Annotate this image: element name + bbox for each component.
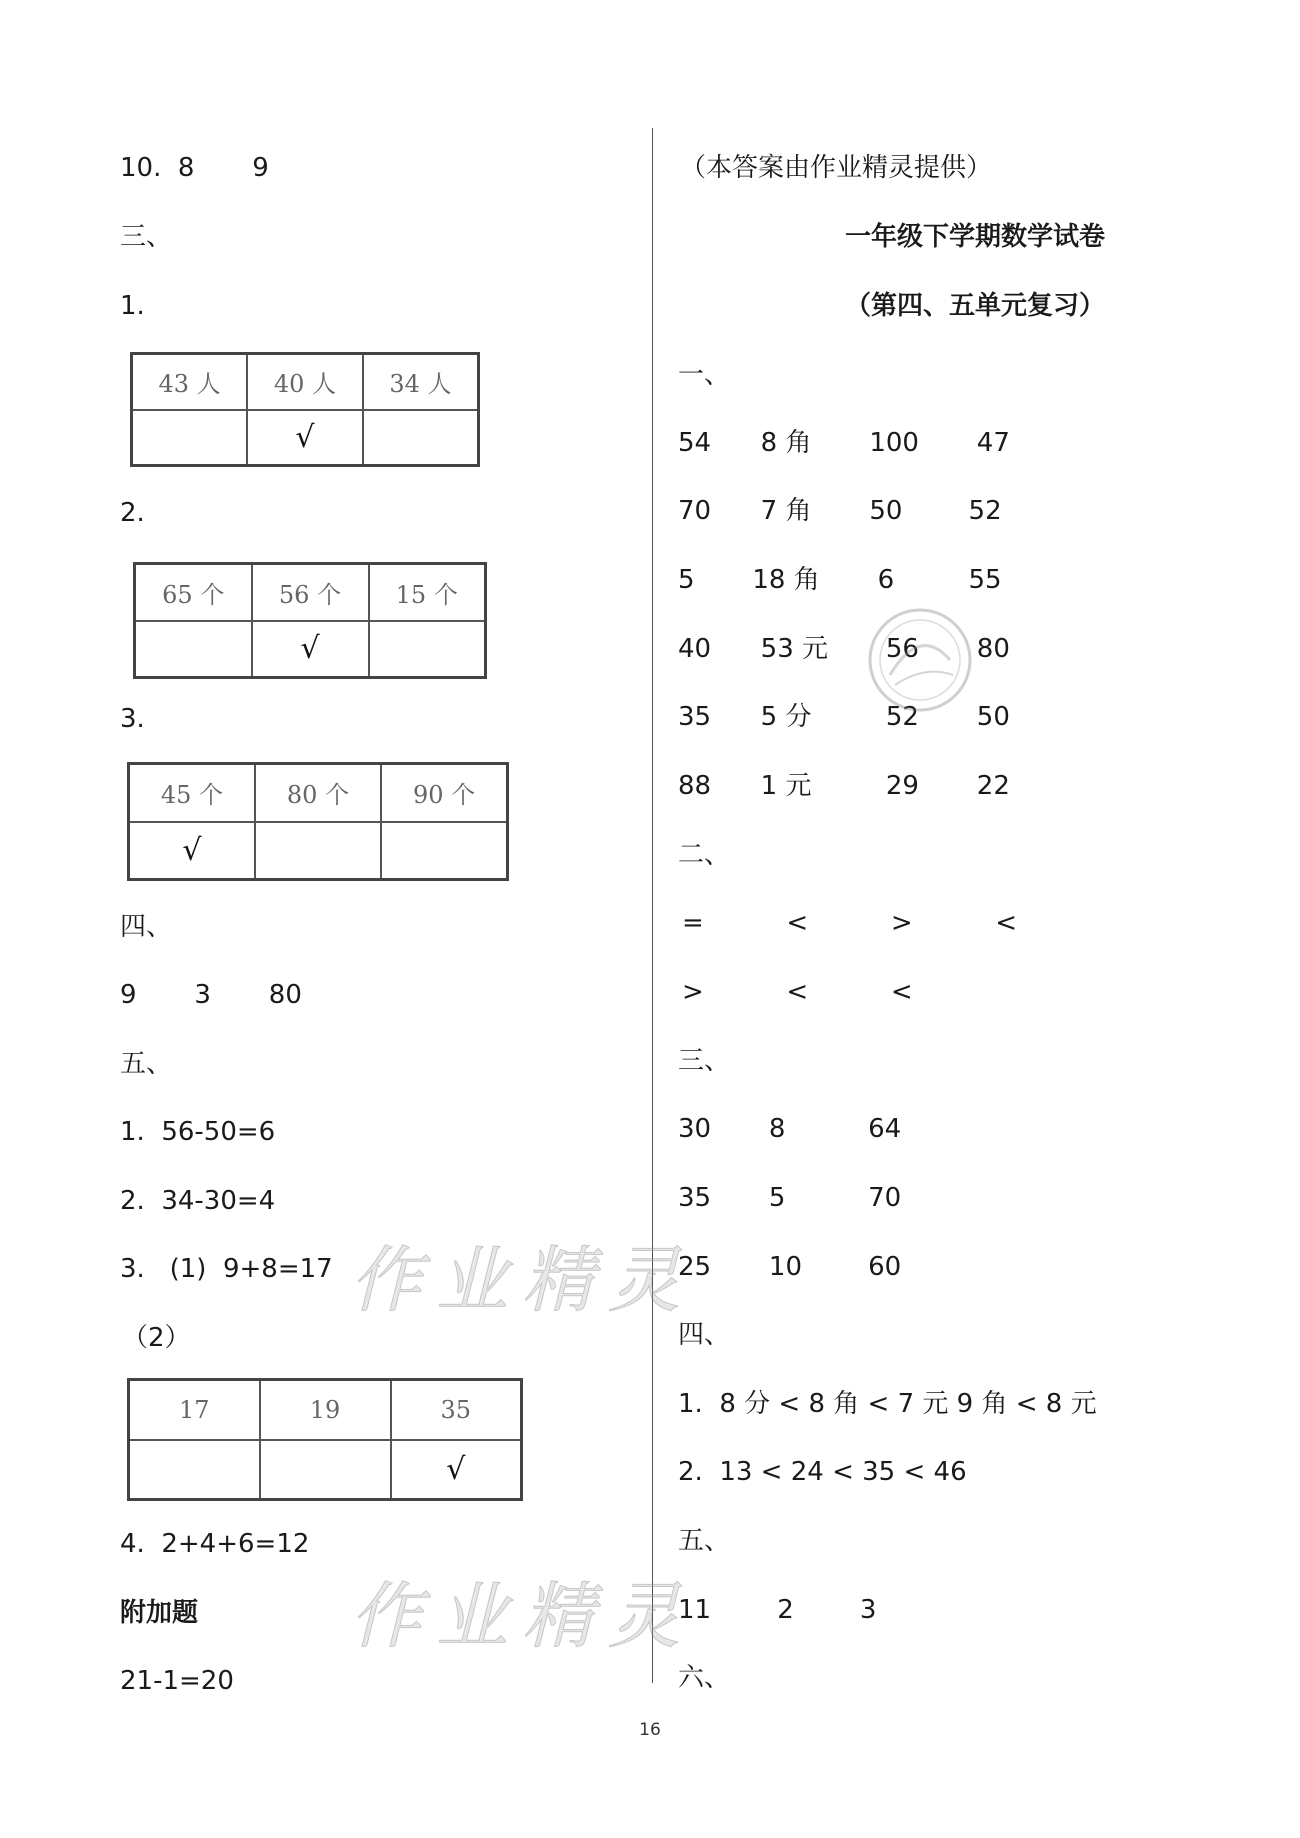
- table-cell: 80 个: [255, 764, 381, 822]
- right-line-16: 2. 13 < 24 < 35 < 46: [678, 1457, 967, 1487]
- stamp-icon: [865, 605, 975, 715]
- page-number: 16: [639, 1720, 661, 1740]
- right-line-8: = < > <: [682, 908, 1018, 938]
- left-line-2: 1.: [120, 291, 145, 321]
- page-title: 一年级下学期数学试卷: [844, 222, 1105, 252]
- watermark: 作业精灵: [350, 1238, 695, 1322]
- left-line-8: 1. 56-50=6: [120, 1117, 276, 1147]
- table-cell: 45 个: [129, 764, 255, 822]
- right-line-11: 30 8 64: [678, 1114, 902, 1144]
- right-line-2: 70 7 角 50 52: [678, 496, 1002, 526]
- table-cell: [255, 822, 381, 880]
- table-cell: 19: [260, 1380, 391, 1440]
- answer-table-4: [127, 1378, 523, 1501]
- table-cell: [381, 822, 507, 880]
- right-line-4: 40 53 元 56 80: [678, 634, 1010, 664]
- table-cell: 35: [391, 1380, 522, 1440]
- left-line-5: 四、: [120, 912, 173, 942]
- watermark: 作业精灵: [350, 1574, 695, 1658]
- left-line-6: 9 3 80: [120, 980, 302, 1010]
- table-cell: 56 个: [252, 564, 369, 621]
- page-subtitle: （第四、五单元复习）: [844, 291, 1105, 321]
- table-cell: 90 个: [381, 764, 507, 822]
- table-cell: [135, 621, 252, 678]
- left-line-4: 3.: [120, 704, 145, 734]
- answer-table-1: [130, 352, 480, 467]
- left-line-14: 21-1=20: [120, 1666, 234, 1696]
- right-line-3: 5 18 角 6 55: [678, 565, 1002, 595]
- table-cell: [132, 410, 248, 466]
- table-cell: [129, 1440, 260, 1500]
- right-line-6: 88 1 元 29 22: [678, 771, 1010, 801]
- column-divider: [652, 128, 653, 1683]
- right-line-14: 四、: [678, 1320, 731, 1350]
- right-line-10: 三、: [678, 1046, 731, 1076]
- check-mark: √: [247, 410, 363, 466]
- left-line-9: 2. 34-30=4: [120, 1186, 276, 1216]
- table-cell: [260, 1440, 391, 1500]
- answer-table-3: [127, 762, 509, 881]
- left-line-1: 三、: [120, 222, 173, 252]
- check-mark: √: [391, 1440, 522, 1500]
- bonus-heading: 附加题: [120, 1598, 199, 1628]
- right-line-19: 六、: [678, 1663, 731, 1693]
- right-line-12: 35 5 70: [678, 1183, 902, 1213]
- source-note: （本答案由作业精灵提供）: [680, 153, 993, 183]
- right-line-15: 1. 8 分 < 8 角 < 7 元 9 角 < 8 元: [678, 1389, 1097, 1419]
- table-cell: 17: [129, 1380, 260, 1440]
- right-line-5: 35 5 分 52 50: [678, 702, 1010, 732]
- answer-table-2: [133, 562, 487, 679]
- right-line-13: 25 10 60: [678, 1252, 902, 1282]
- right-line-1: 54 8 角 100 47: [678, 428, 1010, 458]
- left-line-10: 3. (1) 9+8=17: [120, 1254, 333, 1284]
- table-cell: 65 个: [135, 564, 252, 621]
- table-cell: 34 人: [363, 354, 479, 410]
- table-cell: [363, 410, 479, 466]
- left-line-3: 2.: [120, 498, 145, 528]
- table-cell: 15 个: [369, 564, 486, 621]
- left-line-11: （2）: [122, 1323, 191, 1353]
- check-mark: √: [129, 822, 255, 880]
- left-line-0: 10. 8 9: [120, 153, 269, 183]
- left-line-12: 4. 2+4+6=12: [120, 1529, 310, 1559]
- check-mark: √: [252, 621, 369, 678]
- table-cell: 43 人: [132, 354, 248, 410]
- right-line-9: > < <: [682, 977, 913, 1007]
- left-line-7: 五、: [120, 1049, 173, 1079]
- right-line-17: 五、: [678, 1526, 731, 1556]
- right-line-7: 二、: [678, 840, 731, 870]
- right-line-0: 一、: [678, 360, 731, 390]
- table-cell: [369, 621, 486, 678]
- table-cell: 40 人: [247, 354, 363, 410]
- right-line-18: 11 2 3: [678, 1595, 877, 1625]
